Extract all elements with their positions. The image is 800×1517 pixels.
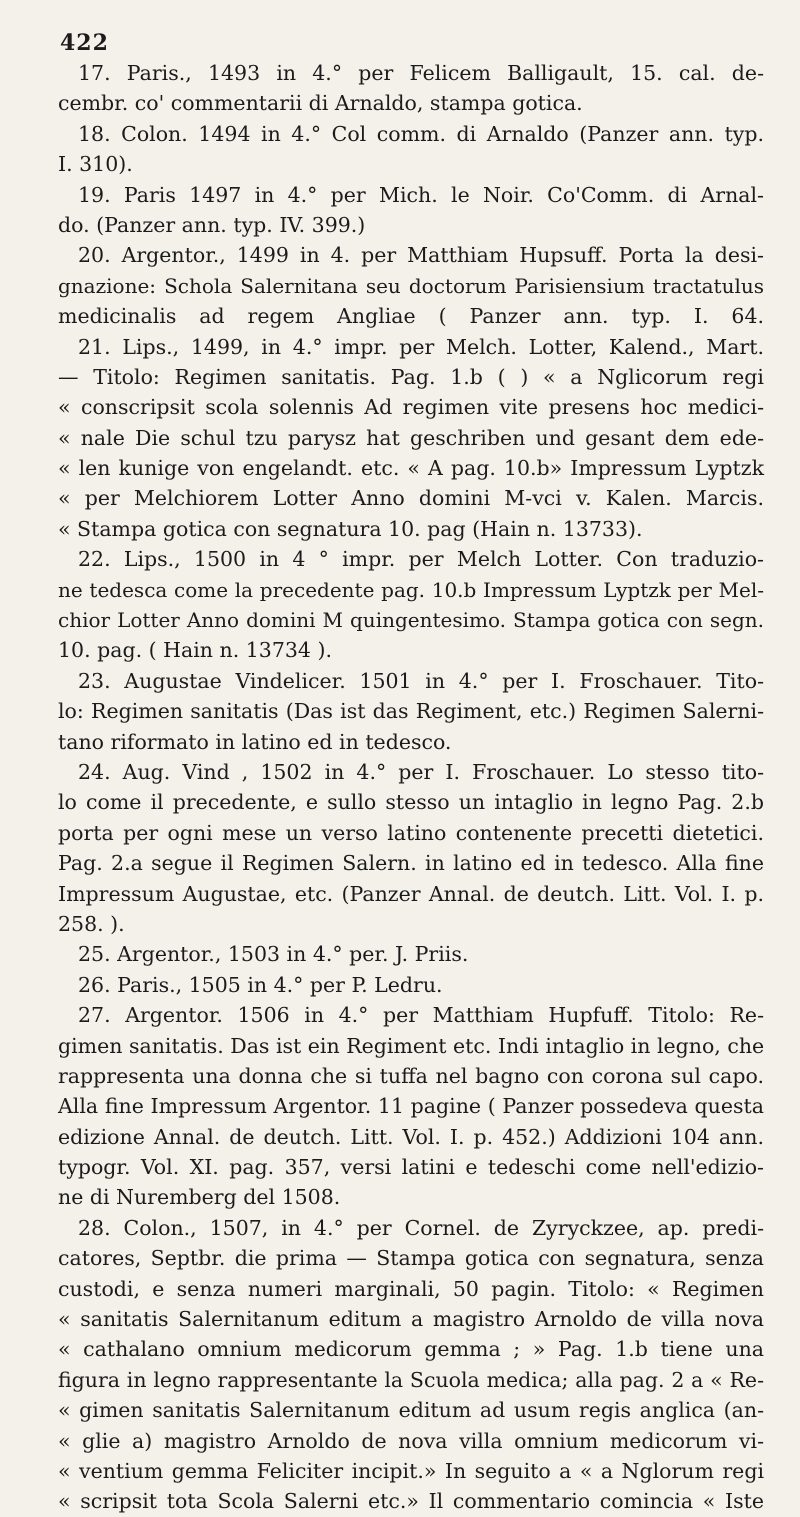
- text-body: [58, 58, 764, 1517]
- text-line: 19. Paris 1497 in 4.° per Mich. le Noir. Co'Comm. di Arnal-: [78, 182, 764, 207]
- text-line: lo come il precedente, e sullo stesso un intaglio in legno Pag. 2.b: [58, 790, 764, 815]
- text-line: edizione Annal. de deutch. Litt. Vol. I. p. 452.) Addizioni 104 ann.: [58, 1124, 764, 1149]
- text-line: « gimen sanitatis Salernitanum editum ad usum regis anglica (an-: [58, 1398, 764, 1423]
- text-line: Alla fine Impressum Argentor. 11 pagine ( Panzer possedeva questa: [58, 1094, 764, 1119]
- text-line: do. (Panzer ann. typ. IV. 399.): [58, 212, 366, 237]
- text-line: « conscripsit scola solennis Ad regimen vite presens hoc medici-: [58, 395, 764, 420]
- text-line: catores, Septbr. die prima — Stampa gotica con segnatura, senza: [58, 1246, 764, 1271]
- text-line: rappresenta una donna che si tuffa nel bagno con corona sul capo.: [58, 1063, 764, 1088]
- text-line: I. 310).: [58, 152, 133, 177]
- text-line: — Titolo: Regimen sanitatis. Pag. 1.b ( ) « a Nglicorum regi: [58, 364, 764, 389]
- text-line: ne di Nuremberg del 1508.: [58, 1185, 341, 1210]
- text-line: « ventium gemma Feliciter incipit.» In seguito a « a Nglorum regi: [58, 1458, 764, 1483]
- text-line: « cathalano omnium medicorum gemma ; » Pag. 1.b tiene una: [58, 1337, 764, 1362]
- text-line: « nale Die schul tzu parysz hat geschriben und gesant dem ede-: [58, 425, 764, 450]
- text-line: 25. Argentor., 1503 in 4.° per. J. Priis.: [78, 942, 469, 967]
- text-line: 20. Argentor., 1499 in 4. per Matthiam Hupsuff. Porta la desi-: [78, 243, 764, 268]
- text-line: 17. Paris., 1493 in 4.° per Felicem Balligault, 15. cal. de-: [78, 61, 764, 85]
- text-line: typogr. Vol. XI. pag. 357, versi latini e tedeschi come nell'edizio-: [58, 1155, 764, 1180]
- text-line: « scripsit tota Scola Salerni etc.» Il commentario comincia « Iste: [58, 1489, 764, 1514]
- text-line: 22. Lips., 1500 in 4 ° impr. per Melch Lotter. Con traduzio-: [78, 547, 764, 572]
- text-line: 18. Colon. 1494 in 4.° Col comm. di Arnaldo (Panzer ann. typ.: [78, 121, 764, 146]
- text-line: medicinalis ad regem Angliae ( Panzer ann. typ. I. 64.: [58, 304, 764, 329]
- page-number: 422: [60, 30, 109, 56]
- text-line: ne tedesca come la precedente pag. 10.b Impressum Lyptzk per Mel-: [58, 577, 764, 602]
- text-line: gnazione: Schola Salernitana seu doctorum Parisiensium tractatulus: [58, 273, 764, 298]
- text-line: 258. ).: [58, 911, 125, 936]
- text-line: 28. Colon., 1507, in 4.° per Cornel. de Zyryckzee, ap. predi-: [78, 1215, 764, 1240]
- text-line: 23. Augustae Vindelicer. 1501 in 4.° per I. Froschauer. Tito-: [78, 668, 764, 693]
- text-line: « len kunige von engelandt. etc. « A pag. 10.b» Impressum Lyptzk: [58, 456, 764, 481]
- text-line: custodi, e senza numeri marginali, 50 pagin. Titolo: « Regimen: [58, 1276, 764, 1301]
- text-line: 10. pag. ( Hain n. 13734 ).: [58, 638, 332, 663]
- text-line: cembr. co' commentarii di Arnaldo, stampa gotica.: [58, 91, 583, 116]
- text-line: porta per ogni mese un verso latino contenente precetti dietetici.: [58, 820, 764, 845]
- text-line: « Stampa gotica con segnatura 10. pag (Hain n. 13733).: [58, 516, 643, 541]
- text-line: « glie a) magistro Arnoldo de nova villa omnium medicorum vi-: [58, 1428, 764, 1453]
- text-line: Impressum Augustae, etc. (Panzer Annal. de deutch. Litt. Vol. I. p.: [58, 881, 764, 906]
- text-line: 27. Argentor. 1506 in 4.° per Matthiam Hupfuff. Titolo: Re-: [78, 1003, 764, 1028]
- text-line: 26. Paris., 1505 in 4.° per P. Ledru.: [78, 972, 443, 997]
- text-line: gimen sanitatis. Das ist ein Regiment etc. Indi intaglio in legno, che: [58, 1033, 765, 1058]
- text-line: « sanitatis Salernitanum editum a magistro Arnoldo de villa nova: [58, 1307, 764, 1332]
- text-line: tano riformato in latino ed in tedesco.: [58, 729, 452, 754]
- text-line: chior Lotter Anno domini M quingentesimo. Stampa gotica con segn.: [58, 608, 764, 633]
- text-line: lo: Regimen sanitatis (Das ist das Regiment, etc.) Regimen Salerni-: [58, 699, 764, 724]
- text-line: 21. Lips., 1499, in 4.° impr. per Melch. Lotter, Kalend., Mart.: [78, 334, 764, 359]
- text-line: « per Melchiorem Lotter Anno domini M-vci v. Kalen. Marcis.: [58, 486, 764, 511]
- text-line: 24. Aug. Vind , 1502 in 4.° per I. Froschauer. Lo stesso tito-: [78, 759, 764, 784]
- text-line: Pag. 2.a segue il Regimen Salern. in latino ed in tedesco. Alla fine: [58, 851, 764, 876]
- text-line: figura in legno rappresentante la Scuola medica; alla pag. 2 a « Re-: [58, 1367, 764, 1392]
